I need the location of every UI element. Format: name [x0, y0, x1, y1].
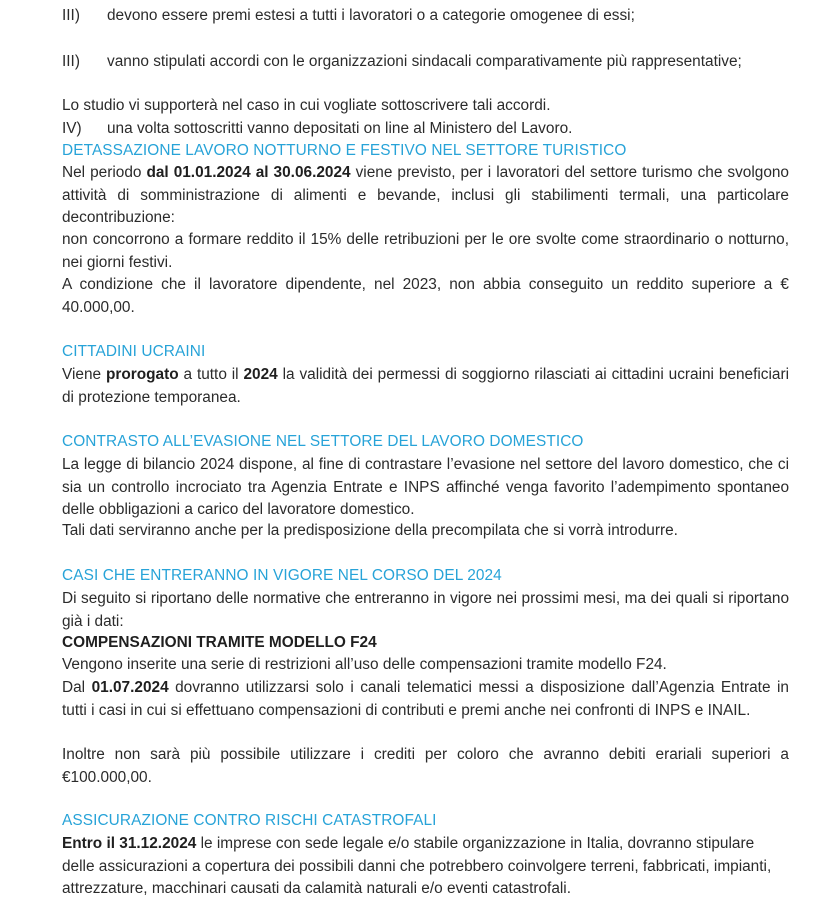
section-heading-contrasto-evasione: CONTRASTO ALL’EVASIONE NEL SETTORE DEL LAVORO DOMESTICO — [62, 433, 584, 450]
list-number: IV) — [62, 120, 82, 137]
bold-date: 01.07.2024 — [91, 679, 169, 696]
section-heading-casi-2024: CASI CHE ENTRERANNO IN VIGORE NEL CORSO DEL 2024 — [62, 567, 502, 584]
section-heading-cittadini-ucraini: CITTADINI UCRAINI — [62, 343, 206, 360]
bold-date-range: dal 01.01.2024 al 30.06.2024 — [146, 164, 351, 181]
section-paragraph: non concorrono a formare reddito il 15% delle retribuzioni per le ore svolte come straordinario o notturno, nei giorni festivi. — [62, 231, 789, 271]
bold-date: Entro il 31.12.2024 — [62, 835, 197, 852]
section-paragraph — [62, 677, 789, 722]
section-paragraph — [62, 162, 789, 230]
list-item-3 — [62, 51, 814, 74]
list-text: vanno stipulati accordi con le organizzazioni sindacali comparativamente più rappresentative; — [107, 52, 742, 70]
section-paragraph — [62, 833, 789, 901]
list-number: III) — [62, 7, 80, 24]
bold-year: 2024 — [243, 366, 278, 383]
section-heading-detassazione: DETASSAZIONE LAVORO NOTTURNO E FESTIVO NEL SETTORE TURISTICO — [62, 142, 627, 159]
list-number: III) — [62, 52, 80, 70]
subheading-text: COMPENSAZIONI TRAMITE MODELLO F24 — [62, 634, 377, 651]
text-run: Viene — [62, 366, 106, 383]
list-note: Lo studio vi supporterà nel caso in cui vogliate sottoscrivere tali accordi. — [62, 97, 551, 114]
section-paragraph: Inoltre non sarà più possibile utilizzare i crediti per coloro che avranno debiti erariali superiori a €100.000,00. — [62, 746, 789, 786]
list-item-4 — [62, 118, 814, 141]
list-text: devono essere premi estesi a tutti i lavoratori o a categorie omogenee di essi; — [107, 7, 635, 24]
text-run: viene previsto, per i lavoratori del settore turismo che svolgono attività di somministrazione di alimenti e bevande, inclusi gli stabilimenti termali, una particolare decontribuzione: — [62, 164, 789, 226]
section-paragraph: A condizione che il lavoratore dipendente, nel 2023, non abbia conseguito un reddito superiore a € 40.000,00. — [62, 276, 789, 316]
text-run: Nel periodo — [62, 164, 147, 181]
text-run: Dal — [62, 679, 92, 696]
text-run: le imprese con sede legale e/o stabile organizzazione in Italia, dovranno stipulare delle assicurazioni a copertura dei possibili danni che potrebbero coinvolgere terreni, fabbricati, impianti, attrezzature, macchinari causati da calamità naturali e/o eventi catastrofali. — [62, 835, 772, 897]
section-paragraph: Vengono inserite una serie di restrizioni all’uso delle compensazioni tramite modello F24. — [62, 656, 667, 673]
section-paragraph: Tali dati serviranno anche per la predisposizione della precompilata che si vorrà introdurre. — [62, 522, 678, 539]
text-run: dovranno utilizzarsi solo i canali telematici messi a disposizione dall’Agenzia Entrate in tutti i casi in cui si effettuano compensazioni di contributi e premi anche nei confronti di INPS e INAIL. — [62, 679, 789, 719]
section-paragraph: La legge di bilancio 2024 dispone, al fine di contrastare l’evasione nel settore del lavoro domestico, che ci sia un controllo incrociato tra Agenzia Entrate e INPS affinché venga favorito l’adempimento spontaneo delle obbligazioni a carico del lavoratore domestico. — [62, 456, 789, 518]
list-item-2 — [62, 5, 814, 28]
section-heading-assicurazione: ASSICURAZIONE CONTRO RISCHI CATASTROFALI — [62, 812, 437, 829]
section-paragraph: Di seguito si riportano delle normative che entreranno in vigore nei prossimi mesi, ma dei quali si riportano già i dati: — [62, 590, 789, 630]
subheading-compensazioni — [62, 632, 789, 655]
list-text: una volta sottoscritti vanno depositati on line al Ministero del Lavoro. — [107, 120, 573, 137]
section-paragraph — [62, 364, 789, 409]
text-run: la validità dei permessi di soggiorno rilasciati ai cittadini ucraini beneficiari di protezione temporanea. — [62, 366, 789, 406]
text-run: a tutto il — [178, 366, 244, 383]
bold-text: prorogato — [105, 366, 179, 383]
